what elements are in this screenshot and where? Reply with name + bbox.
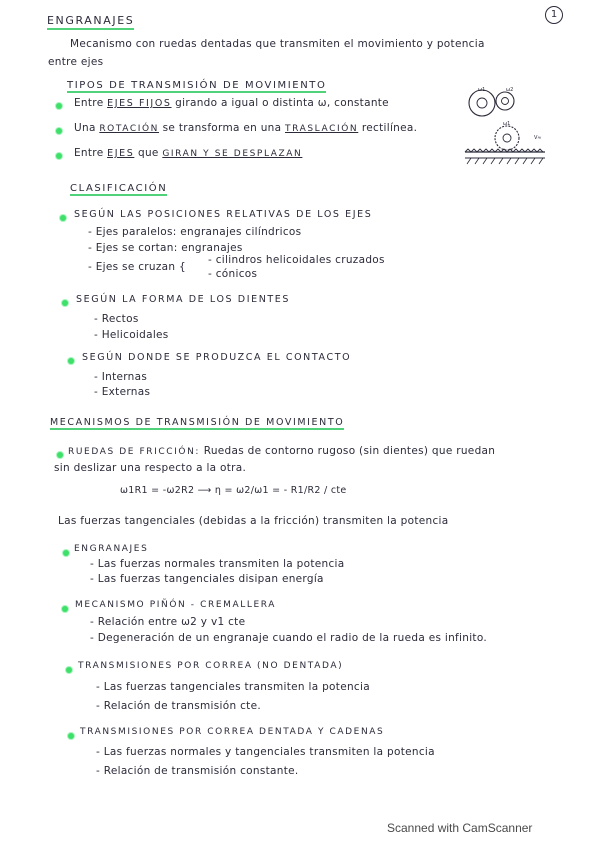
ruedas-title: RUEDAS DE FRICCIÓN: bbox=[68, 447, 201, 457]
group-3-title: SEGÚN DONDE SE PRODUZCA EL CONTACTO bbox=[82, 352, 352, 363]
section-item: - Las fuerzas normales transmiten la potencia bbox=[90, 558, 345, 570]
text: Una bbox=[74, 122, 100, 134]
group-1-item: - Ejes se cruzan { bbox=[88, 261, 186, 273]
intro-line-1: Mecanismo con ruedas dentadas que transmiten el movimiento y potencia bbox=[70, 38, 485, 50]
section-correa-dentada-title: TRANSMISIONES POR CORREA DENTADA Y CADENAS bbox=[80, 727, 385, 737]
tipo-item-3 bbox=[74, 147, 302, 159]
tipos-heading: TIPOS DE TRANSMISIÓN DE MOVIMIENTO bbox=[67, 80, 327, 91]
group-1-item: - Ejes paralelos: engranajes cilíndricos bbox=[88, 226, 302, 238]
section-item: - Las fuerzas tangenciales transmiten la potencia bbox=[96, 681, 370, 693]
mecanismos-heading: MECANISMOS DE TRANSMISIÓN DE MOVIMIENTO bbox=[50, 417, 345, 428]
page-number: 1 bbox=[545, 6, 563, 24]
bullet bbox=[68, 733, 74, 739]
section-item: - Las fuerzas tangenciales disipan energía bbox=[90, 573, 324, 585]
group-1-subitem: - cilindros helicoidales cruzados bbox=[208, 254, 385, 266]
group-1-title: SEGÚN LAS POSICIONES RELATIVAS DE LOS EJES bbox=[74, 209, 373, 220]
ruedas-formula: ω1R1 = -ω2R2 ⟶ η = ω2/ω1 = - R1/R2 / cte bbox=[120, 485, 347, 496]
bullet bbox=[56, 103, 62, 109]
section-item: - Relación entre ω2 y v1 cte bbox=[90, 616, 246, 628]
bullet bbox=[63, 550, 69, 556]
label-w1: ω1 bbox=[503, 121, 511, 127]
keyword: ROTACIÓN bbox=[99, 124, 160, 134]
section-item: - Degeneración de un engranaje cuando el radio de la rueda es infinito. bbox=[90, 632, 488, 644]
tipo-item-2 bbox=[74, 122, 417, 134]
label-v: V≈ bbox=[534, 135, 542, 141]
bullet bbox=[66, 667, 72, 673]
section-item: - Relación de transmisión constante. bbox=[96, 765, 299, 777]
text: Entre bbox=[74, 97, 108, 109]
bullet bbox=[56, 128, 62, 134]
intro-line-2: entre ejes bbox=[48, 56, 104, 68]
ruedas-line-2: sin deslizar una respecto a la otra. bbox=[54, 462, 247, 474]
group-1-item: - Ejes se cortan: engranajes bbox=[88, 242, 243, 254]
page-title: ENGRANAJES bbox=[47, 14, 134, 30]
text: se transforma en una bbox=[159, 122, 286, 134]
section-item: - Relación de transmisión cte. bbox=[96, 700, 261, 712]
keyword: EJES FIJOS bbox=[107, 98, 172, 109]
gear-pair-icon bbox=[462, 86, 522, 122]
bullet bbox=[60, 215, 66, 221]
label-w2: ω2 bbox=[506, 87, 514, 93]
clasificacion-heading: CLASIFICACIÓN bbox=[70, 183, 168, 194]
keyword: TRASLACIÓN bbox=[285, 124, 359, 134]
ruedas-line-1 bbox=[68, 445, 495, 457]
tipo-item-1 bbox=[74, 97, 389, 109]
bullet bbox=[56, 153, 62, 159]
keyword: GIRAN Y SE DESPLAZAN bbox=[162, 149, 303, 159]
section-pinon-title: MECANISMO PIÑÓN - CREMALLERA bbox=[75, 600, 277, 610]
group-2-item: - Helicoidales bbox=[94, 329, 169, 341]
text: Entre bbox=[74, 147, 108, 159]
text: rectilínea. bbox=[358, 122, 418, 134]
group-2-item: - Rectos bbox=[94, 313, 139, 325]
text: que bbox=[134, 147, 163, 159]
rack-pinion-icon bbox=[461, 118, 549, 170]
group-1-subitem: - cónicos bbox=[208, 268, 258, 280]
text: girando a igual o distinta ω, constante bbox=[171, 97, 389, 109]
text: Ruedas de contorno rugoso (sin dientes) que ruedan bbox=[200, 445, 496, 457]
label-w1: ω1 bbox=[478, 87, 486, 93]
bullet bbox=[62, 606, 68, 612]
keyword: EJES bbox=[107, 148, 135, 159]
group-3-item: - Externas bbox=[94, 386, 151, 398]
group-3-item: - Internas bbox=[94, 371, 148, 383]
scanner-watermark: Scanned with CamScanner bbox=[387, 821, 533, 835]
section-engranajes-title: ENGRANAJES bbox=[74, 544, 149, 554]
bullet bbox=[62, 300, 68, 306]
bullet bbox=[68, 358, 74, 364]
ruedas-note: Las fuerzas tangenciales (debidas a la fricción) transmiten la potencia bbox=[58, 515, 449, 527]
section-correa-title: TRANSMISIONES POR CORREA (NO DENTADA) bbox=[78, 661, 344, 671]
group-2-title: SEGÚN LA FORMA DE LOS DIENTES bbox=[76, 294, 291, 305]
bullet bbox=[57, 452, 63, 458]
section-item: - Las fuerzas normales y tangenciales transmiten la potencia bbox=[96, 746, 435, 758]
